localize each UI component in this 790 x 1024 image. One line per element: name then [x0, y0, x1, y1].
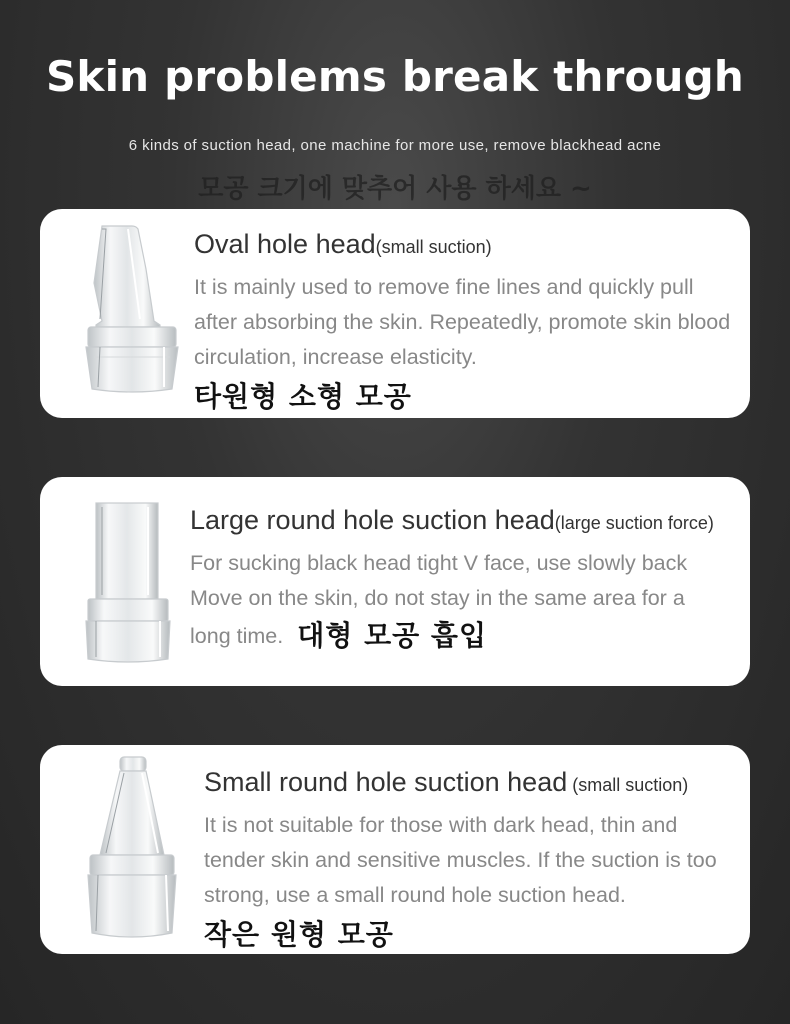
card-title: Oval hole head(small suction)	[194, 229, 492, 259]
card-description: It is mainly used to remove fine lines and quickly pull after absorbing the skin. Repeatedly, promote skin blood circulation, increase elasticity.	[194, 275, 731, 369]
korean-label: 작은 원형 모공	[204, 918, 394, 951]
suction-head-card-large-round	[40, 477, 750, 686]
card-title: Large round hole suction head(large suction force)	[190, 505, 714, 535]
suction-head-card-small-round	[40, 745, 750, 954]
suction-head-card-oval	[40, 209, 750, 418]
page-subtitle: 6 kinds of suction head, one machine for more use, remove blackhead acne	[128, 137, 662, 154]
korean-label: 대형 모공 흡입	[297, 619, 488, 652]
large-round-nozzle-icon	[82, 499, 177, 665]
card-title: Small round hole suction head (small suction)	[204, 767, 689, 797]
card-description: For sucking black head tight V face, use slowly back Move on the skin, do not stay in the same area for a long time. 대형 모공 흡입	[190, 551, 688, 652]
oval-nozzle-icon	[80, 223, 185, 395]
korean-watermark: 모공 크기에 맞추어 사용 하세요 ~	[198, 174, 592, 204]
korean-label: 타원형 소형 모공	[194, 380, 412, 413]
small-round-nozzle-icon	[80, 755, 185, 941]
card-description: It is not suitable for those with dark head, thin and tender skin and sensitive muscles. If the suction is too strong, use a small round hole suction head.	[204, 813, 717, 907]
page-title: Skin problems break through	[45, 52, 745, 101]
